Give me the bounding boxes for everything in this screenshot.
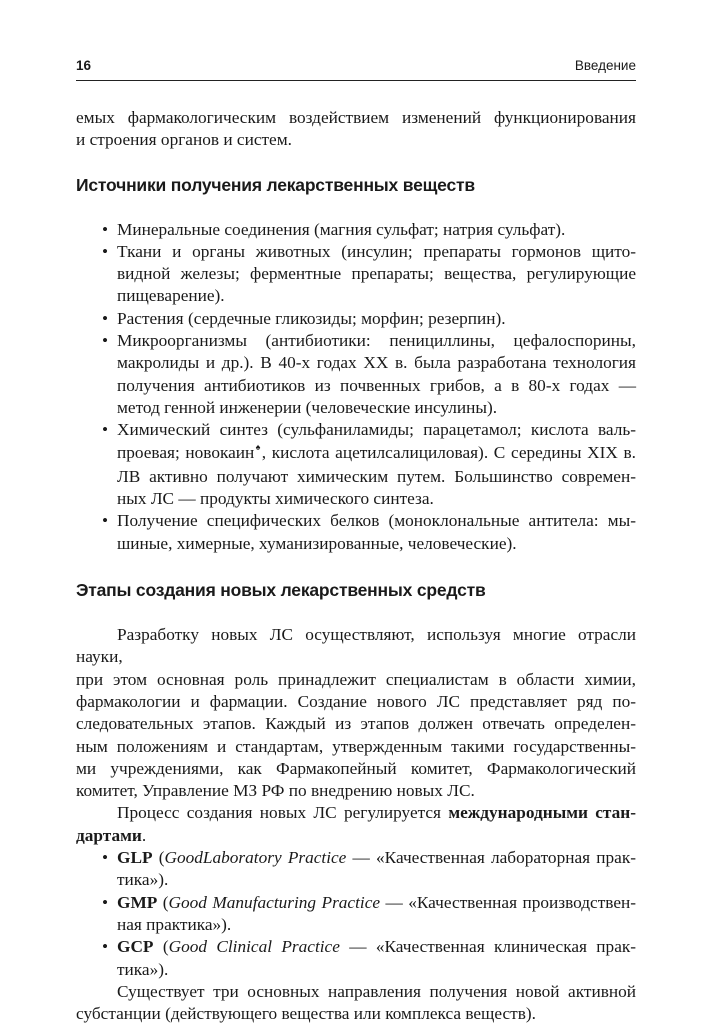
- sources-list: [76, 219, 636, 555]
- paragraph-line: Разработку новых ЛС осуществляют, используя многие отрасли науки,: [76, 625, 636, 667]
- paragraph-line: субстанции (действующего вещества или комплекса веществ).: [76, 1004, 536, 1024]
- paragraph-line: комитет, Управление МЗ РФ по внедрению новых ЛС.: [76, 781, 475, 801]
- paragraph-line: Существует три основных направления получения новой активной: [117, 981, 636, 1001]
- standard-name: Good Clinical Practice: [168, 937, 340, 957]
- paragraph-line: [76, 825, 636, 847]
- bullet-icon: •: [102, 331, 109, 351]
- list-item: [76, 510, 636, 555]
- bullet-icon: •: [102, 241, 109, 261]
- list-item-text: Химический синтез (сульфаниламиды; парацетамол; кислота валь-: [117, 420, 636, 440]
- paragraph-line: ми учреждениями, как Фармакопейный комитет, Фармакологический: [76, 758, 636, 778]
- list-item-text-part: проевая; новокаин: [117, 442, 255, 462]
- section-heading: Источники получения лекарственных веществ: [76, 174, 475, 195]
- list-item-text: пищеварение).: [117, 286, 225, 306]
- paragraph-line: [76, 802, 636, 824]
- text-span: (: [153, 937, 169, 957]
- paragraph: [76, 802, 636, 847]
- list-item-text: шиные, химерные, хуманизированные, человеческие).: [117, 533, 517, 553]
- paragraph: [76, 981, 636, 1025]
- spade-mark-icon: ♠: [254, 441, 262, 452]
- text-span: — «Качественная клиническая прак-: [339, 937, 637, 957]
- standard-name: GoodLaboratory Practice: [164, 848, 347, 868]
- list-item-text: тика»).: [117, 870, 169, 890]
- running-section-title: Введение: [574, 58, 636, 73]
- list-item: [76, 219, 636, 241]
- standard-name: Good Manufacturing Practice: [168, 892, 381, 912]
- paragraph-line: ным положениям и стандартам, утвержденным такими государственны-: [76, 736, 636, 756]
- bullet-icon: •: [102, 219, 109, 239]
- standard-code: GLP: [117, 848, 153, 868]
- list-item: [76, 847, 636, 892]
- book-page: [76, 0, 637, 1024]
- paragraph-line: фармакологии и фармации. Создание нового ЛС представляет ряд по-: [76, 691, 636, 711]
- paragraph-line: следовательных этапов. Каждый из этапов должен отвечать определен-: [76, 714, 636, 734]
- bullet-icon: •: [102, 511, 109, 531]
- standards-list: [76, 847, 636, 981]
- paragraph: [76, 624, 636, 802]
- emphasis-text: дартами: [76, 825, 142, 845]
- text-span: — «Качественная лабораторная прак-: [346, 848, 636, 868]
- bullet-icon: •: [102, 420, 109, 440]
- intro-line: и строения органов и систем.: [76, 130, 292, 150]
- standard-code: GMP: [117, 892, 158, 912]
- list-item-text-part: , кислота ацетилсалициловая). С середины XIX в.: [261, 442, 636, 462]
- list-item: [76, 330, 636, 419]
- list-item: [76, 308, 636, 330]
- standard-code: GCP: [117, 937, 154, 957]
- list-item: [76, 241, 636, 308]
- text-span: (: [152, 848, 165, 868]
- list-item-text: Минеральные соединения (магния сульфат; натрия сульфат).: [117, 219, 566, 239]
- bullet-icon: •: [102, 308, 109, 328]
- list-item-text: [117, 936, 636, 958]
- list-item: [76, 419, 636, 510]
- list-item: [76, 892, 636, 937]
- page-number: 16: [76, 58, 92, 73]
- running-header: [76, 58, 636, 78]
- list-item-text: ЛВ активно получают химическим путем. Большинство современ-: [117, 466, 636, 486]
- bullet-icon: •: [102, 937, 109, 957]
- paragraph-line: при этом основная роль принадлежит специалистам в области химии,: [76, 669, 636, 689]
- list-item-text: [117, 847, 636, 869]
- list-item-text: Микроорганизмы (антибиотики: пенициллины, цефалоспорины,: [117, 331, 636, 351]
- list-item-text: метод генной инженерии (человеческие инсулины).: [117, 397, 498, 417]
- list-item-text: получения антибиотиков из почвенных грибов, а в 80-х годах —: [117, 375, 636, 395]
- intro-line: емых фармакологическим воздействием изменений функционирования: [76, 108, 636, 127]
- header-rule: [76, 80, 636, 81]
- list-item-text: Получение специфических белков (моноклональные антитела: мы-: [117, 511, 636, 531]
- list-item-text: Растения (сердечные гликозиды; морфин; резерпин).: [117, 308, 506, 328]
- list-item-text: ных ЛС — продукты химического синтеза.: [117, 489, 434, 509]
- section-heading: Этапы создания новых лекарственных средств: [76, 580, 486, 601]
- list-item-text: макролиды и др.). В 40-х годах XX в. была разработана технология: [117, 353, 636, 373]
- text-span: — «Качественная производствен-: [380, 892, 637, 912]
- list-item-text: [117, 892, 636, 914]
- bullet-icon: •: [102, 892, 109, 912]
- list-item-text: тика»).: [117, 959, 169, 979]
- text-span: .: [141, 825, 147, 845]
- list-item-text: видной железы; ферментные препараты; вещества, регулирующие: [117, 264, 636, 284]
- list-item-text: ная практика»).: [117, 914, 232, 934]
- text-span: Процесс создания новых ЛС регулируется: [117, 803, 449, 823]
- list-item-text: [117, 442, 636, 466]
- text-span: (: [157, 892, 169, 912]
- page-body: [76, 107, 636, 1025]
- bullet-icon: •: [102, 848, 109, 868]
- list-item-text: Ткани и органы животных (инсулин; препараты гормонов щито-: [117, 241, 636, 261]
- emphasis-text: международными стан-: [448, 803, 636, 823]
- list-item: [76, 936, 636, 981]
